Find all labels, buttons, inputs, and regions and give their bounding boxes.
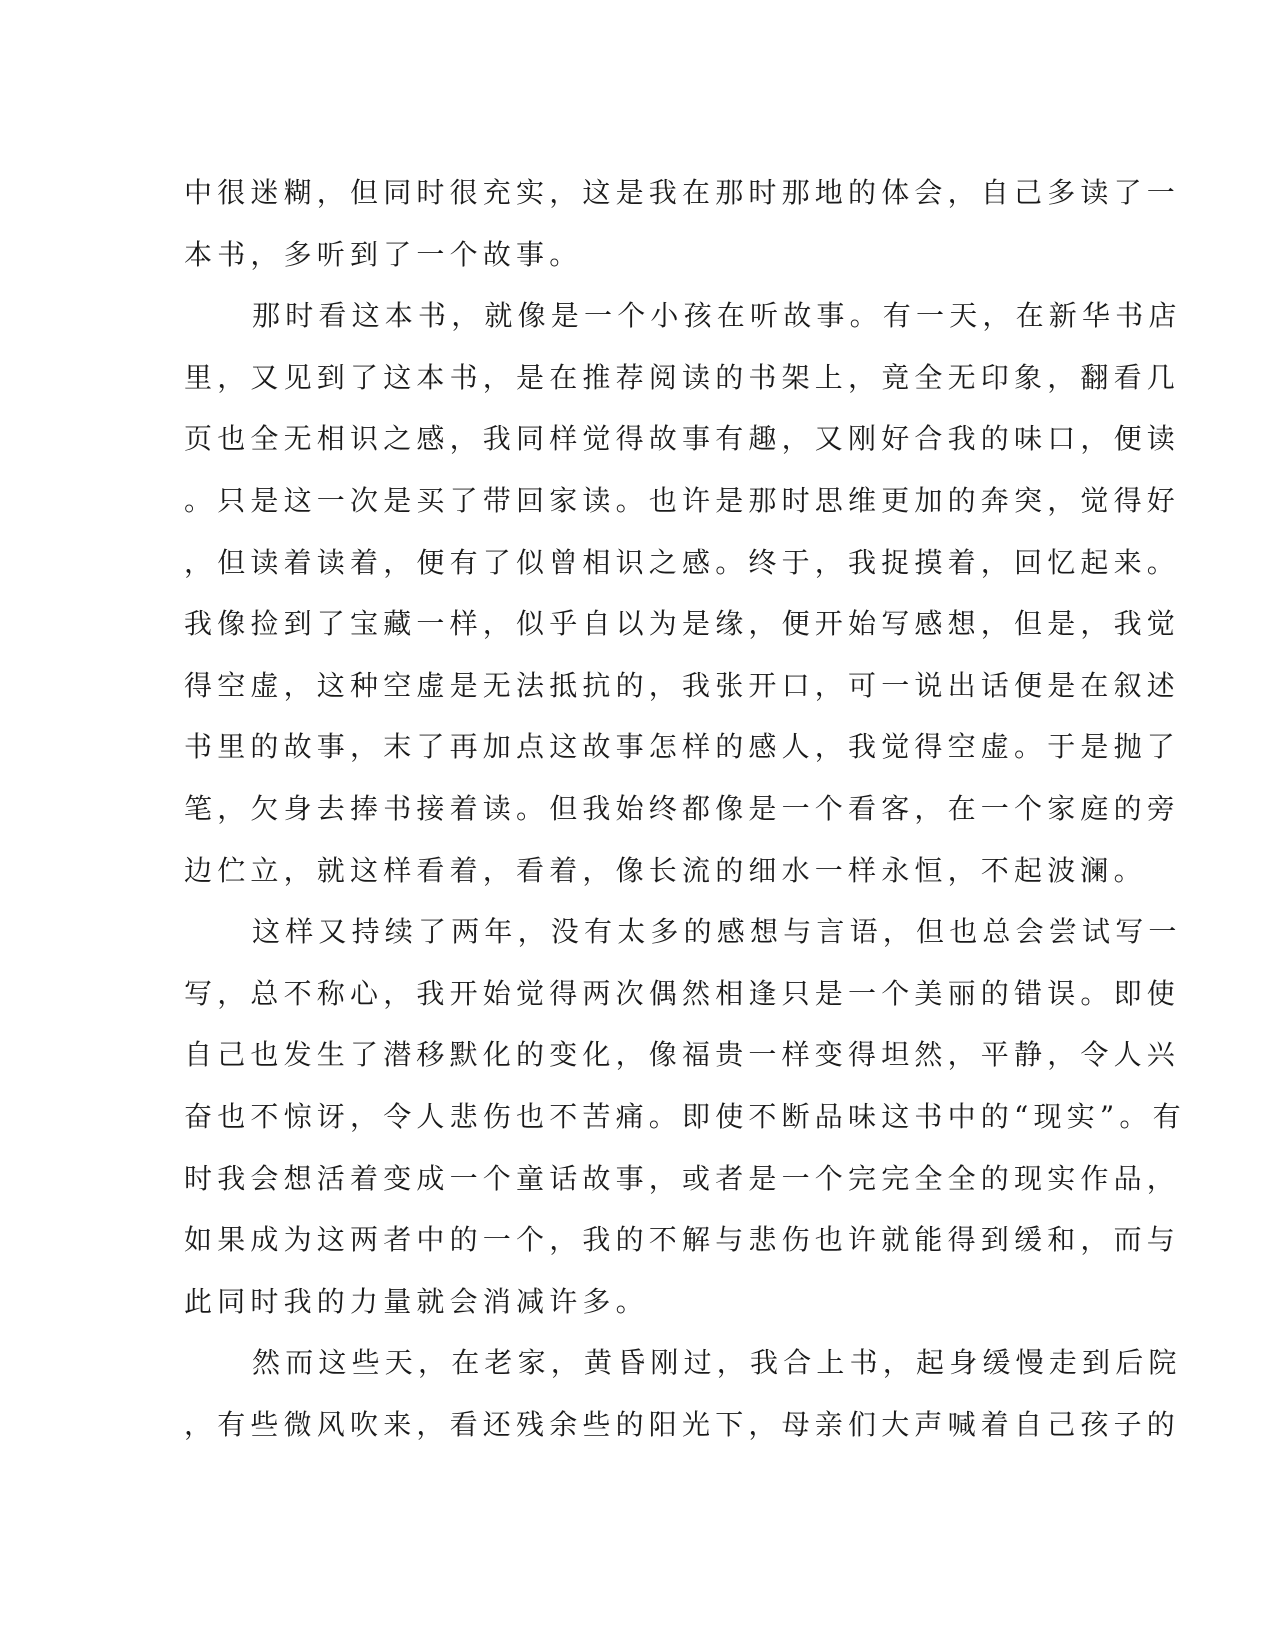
text-line: 然而这些天，在老家，黄昏刚过，我合上书，起身缓慢走到后院	[252, 1346, 1182, 1380]
text-line: 本书，多听到了一个故事。	[184, 237, 583, 271]
body-text	[184, 162, 1186, 1455]
text-line: ，但读着读着，便有了似曾相识之感。终于，我捉摸着，回忆起来。	[184, 545, 1181, 579]
text-line: 中很迷糊，但同时很充实，这是我在那时那地的体会，自己多读了一	[184, 176, 1181, 209]
text-line: 如果成为这两者中的一个，我的不解与悲伤也许就能得到缓和，而与	[184, 1223, 1181, 1257]
text-line: 。只是这一次是买了带回家读。也许是那时思维更加的奔突，觉得好	[184, 483, 1181, 517]
text-line: 这样又持续了两年，没有太多的感想与言语，但也总会尝试写一	[252, 915, 1182, 949]
text-line: 那时看这本书，就像是一个小孩在听故事。有一天，在新华书店	[252, 299, 1182, 333]
text-line: 笔，欠身去捧书接着读。但我始终都像是一个看客，在一个家庭的旁	[184, 791, 1181, 825]
text-line: 奋也不惊讶，令人悲伤也不苦痛。即使不断品味这书中的“现实”。有	[184, 1099, 1186, 1133]
text-line: 此同时我的力量就会消减许多。	[184, 1284, 649, 1318]
text-line: 写，总不称心，我开始觉得两次偶然相逢只是一个美丽的错误。即使	[184, 976, 1181, 1010]
text-line: 里，又见到了这本书，是在推荐阅读的书架上，竟全无印象，翻看几	[184, 360, 1181, 394]
text-line: 我像捡到了宝藏一样，似乎自以为是缘，便开始写感想，但是，我觉	[184, 607, 1181, 641]
text-line: ，有些微风吹来，看还残余些的阳光下，母亲们大声喊着自己孩子的	[184, 1407, 1181, 1441]
text-line: 边伫立，就这样看着，看着，像长流的细水一样永恒，不起波澜。	[184, 853, 1147, 887]
text-line: 书里的故事，末了再加点这故事怎样的感人，我觉得空虚。于是抛了	[184, 730, 1181, 764]
text-line: 自己也发生了潜移默化的变化，像福贵一样变得坦然，平静，令人兴	[184, 1038, 1181, 1072]
text-line: 页也全无相识之感，我同样觉得故事有趣，又刚好合我的味口，便读	[184, 422, 1181, 456]
text-line: 得空虚，这种空虚是无法抵抗的，我张开口，可一说出话便是在叙述	[184, 668, 1181, 702]
text-line: 时我会想活着变成一个童话故事，或者是一个完完全全的现实作品，	[184, 1161, 1181, 1195]
